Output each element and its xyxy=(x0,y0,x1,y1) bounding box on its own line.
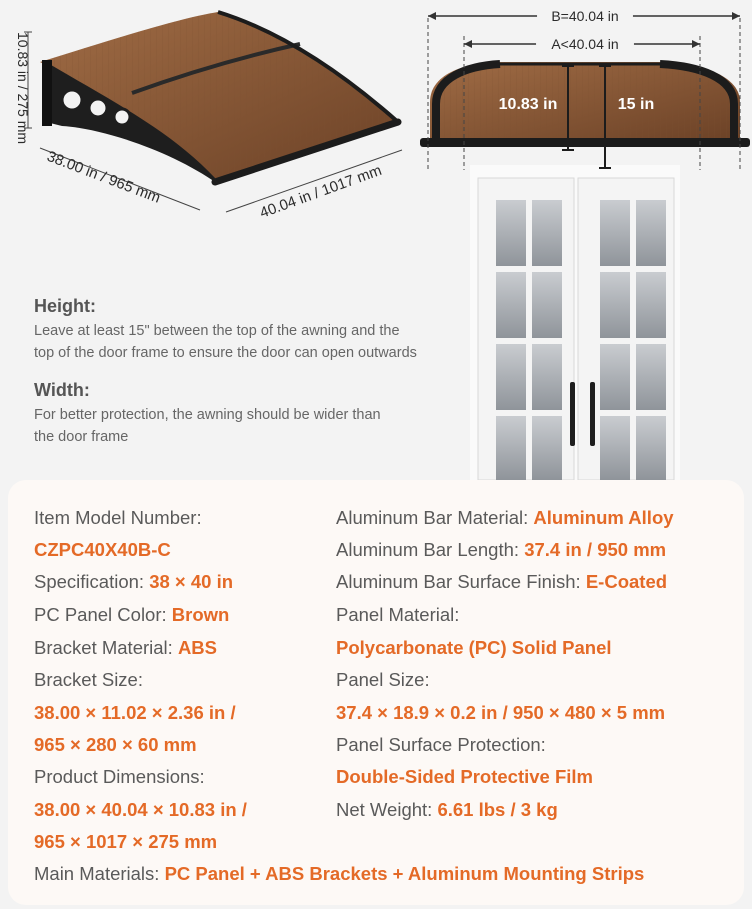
net-weight-row xyxy=(336,798,558,822)
height-heading: Height: xyxy=(34,296,96,316)
specification-value: 38 × 40 in xyxy=(149,571,234,592)
bar-finish-row xyxy=(336,570,667,594)
product-dimensions-value-2: 965 × 1017 × 275 mm xyxy=(34,831,218,852)
width-description-line-1: For better protection, the awning should be wider than xyxy=(34,407,381,423)
side-height-label: 10.83 in / 275 mm xyxy=(15,32,31,145)
specification-label: Specification: xyxy=(34,571,150,592)
side-mount-strip xyxy=(42,60,52,126)
width-description-line-2: the door frame xyxy=(34,429,129,445)
side-width-label: 40.04 in / 1017 mm xyxy=(257,161,385,222)
model-number-value: CZPC40X40B-C xyxy=(34,539,171,560)
bracket-material-row xyxy=(34,636,217,660)
side-depth-label: 38.00 in / 965 mm xyxy=(44,147,163,207)
bracket-size-label: Bracket Size: xyxy=(34,669,143,690)
panel-color-label: PC Panel Color: xyxy=(34,604,172,625)
bracket-hole-3 xyxy=(114,109,130,125)
specification-row xyxy=(34,570,233,594)
product-dimensions-label: Product Dimensions: xyxy=(34,766,205,787)
panel-color-value: Brown xyxy=(171,604,230,625)
bar-length-value: 37.4 in / 950 mm xyxy=(524,539,667,560)
panel-protection-value: Double-Sided Protective Film xyxy=(336,766,593,787)
bracket-hole-2 xyxy=(89,99,107,117)
height-description-line-1: Leave at least 15" between the top of the awning and the xyxy=(34,323,400,339)
panel-protection-label: Panel Surface Protection: xyxy=(336,734,546,755)
main-materials-label: Main Materials: xyxy=(34,863,165,884)
width-heading: Width: xyxy=(34,380,90,400)
bar-finish-value: E-Coated xyxy=(585,571,668,592)
model-number-label: Item Model Number: xyxy=(34,507,202,528)
front-panel-texture xyxy=(430,62,740,142)
bar-length-label: Aluminum Bar Length: xyxy=(336,539,525,560)
bracket-size-value-2: 965 × 280 × 60 mm xyxy=(34,734,197,755)
bracket-hole-1 xyxy=(62,90,82,110)
bar-finish-label: Aluminum Bar Surface Finish: xyxy=(336,571,586,592)
panel-material-value: Polycarbonate (PC) Solid Panel xyxy=(336,637,612,658)
bar-material-value: Aluminum Alloy xyxy=(533,507,674,528)
bracket-material-value: ABS xyxy=(177,637,217,658)
net-weight-value: 6.61 lbs / 3 kg xyxy=(437,799,558,820)
front-height-label: 10.83 in xyxy=(498,96,558,113)
specifications-card xyxy=(8,480,744,905)
door-handle-right xyxy=(590,382,595,446)
bar-length-row xyxy=(336,538,666,562)
front-clearance-label: 15 in xyxy=(617,96,655,113)
panel-size-label: Panel Size: xyxy=(336,669,430,690)
bar-material-label: Aluminum Bar Material: xyxy=(336,507,534,528)
main-materials-row xyxy=(34,862,644,886)
side-view-awning xyxy=(40,12,398,184)
panel-material-label: Panel Material: xyxy=(336,604,460,625)
door-illustration xyxy=(470,165,680,480)
door-handle-left xyxy=(570,382,575,446)
front-a-label: A<40.04 in xyxy=(551,36,619,52)
panel-color-row xyxy=(34,603,229,627)
panel-size-value: 37.4 × 18.9 × 0.2 in / 950 × 480 × 5 mm xyxy=(336,702,666,723)
height-description-line-2: top of the door frame to ensure the door can open outwards xyxy=(34,345,417,361)
product-dimensions-value-1: 38.00 × 40.04 × 10.83 in / xyxy=(34,799,247,820)
bar-material-row xyxy=(336,506,674,530)
net-weight-label: Net Weight: xyxy=(336,799,438,820)
width-description xyxy=(34,404,474,448)
front-b-label: B=40.04 in xyxy=(551,8,619,24)
height-description xyxy=(34,320,474,364)
bracket-material-label: Bracket Material: xyxy=(34,637,178,658)
bracket-size-value-1: 38.00 × 11.02 × 2.36 in / xyxy=(34,702,236,723)
main-materials-value: PC Panel + ABS Brackets + Aluminum Mounting Strips xyxy=(164,863,645,884)
